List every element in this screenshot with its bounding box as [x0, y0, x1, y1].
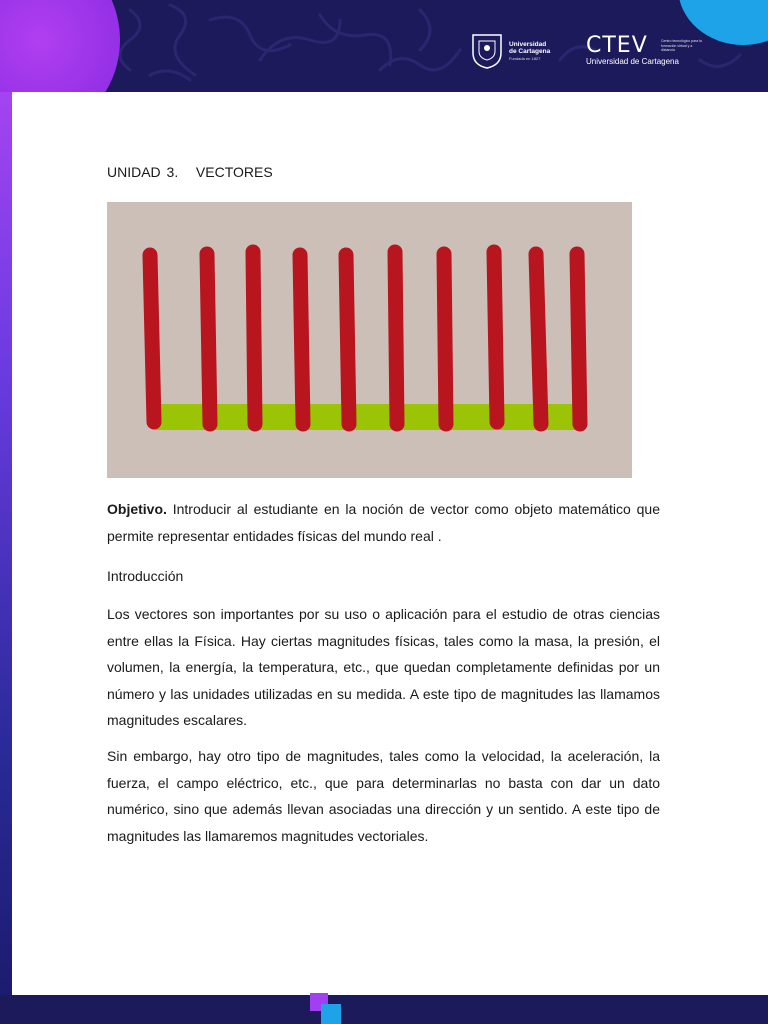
red-stick-9 — [536, 254, 541, 424]
document-page — [12, 92, 768, 995]
figure-illustration — [107, 202, 632, 478]
green-bar — [155, 404, 581, 430]
logo-ctev-side: Centro tecnológico para la formación virtual y a distancia — [661, 39, 702, 52]
objective-text: Introducir al estudiante en la noción de vector como objeto matemático que permite representar entidades físicas del mundo real . — [107, 501, 660, 544]
logo-ctev — [586, 33, 702, 66]
red-stick-8 — [494, 252, 497, 422]
body-paragraph-1: Los vectores son importantes por su uso o aplicación para el estudio de otras ciencias entre ellas la Física. Hay ciertas magnitudes físicas, tales como la masa, la presión, el volumen, la energía, la temperatura, etc., que quedan completamente definidas por un número y las unidades utilizadas en su medida. A este tipo de magnitudes las llamamos magnitudes escalares. — [107, 606, 660, 728]
intro-heading: Introducción — [107, 568, 184, 584]
logo-udc-line2: de Cartagena — [509, 47, 551, 55]
body-paragraph-2: Sin embargo, hay otro tipo de magnitudes, tales como la velocidad, la aceleración, la fuerza, el campo eléctrico, etc., que para determinarlas no basta con dar un dato numérico, sino que además llevan asociadas una dirección y un sentido. A este tipo de magnitudes las llamaremos magnitudes vectoriales. — [107, 748, 660, 844]
red-stick-10 — [577, 254, 580, 424]
red-stick-2 — [207, 254, 210, 424]
sticks-illustration-icon — [107, 202, 632, 478]
objective-paragraph — [107, 496, 660, 549]
red-stick-3 — [253, 252, 255, 424]
logo-udc-line1: Universidad — [509, 40, 547, 48]
bottom-band — [0, 995, 768, 1024]
logo-ctev-sub: Universidad de Cartagena — [586, 57, 679, 66]
unit-title: UNIDAD 3. VECTORES — [107, 164, 273, 180]
decorative-square-blue — [321, 1004, 341, 1024]
red-stick-4 — [300, 255, 303, 424]
red-stick-1 — [150, 255, 154, 422]
objective-label: Objetivo. — [107, 501, 167, 517]
logo-udc-tagline: Fundada en 1827 — [509, 55, 541, 61]
red-stick-6 — [395, 252, 397, 424]
university-seal-icon — [470, 33, 504, 69]
decorative-blob-purple — [0, 0, 120, 92]
red-stick-5 — [346, 255, 349, 424]
header-band — [0, 0, 768, 92]
left-accent-strip — [0, 92, 12, 1024]
red-stick-7 — [444, 254, 446, 424]
logo-ctev-main: CTEV — [586, 33, 648, 58]
logo-universidad-cartagena — [470, 32, 550, 70]
